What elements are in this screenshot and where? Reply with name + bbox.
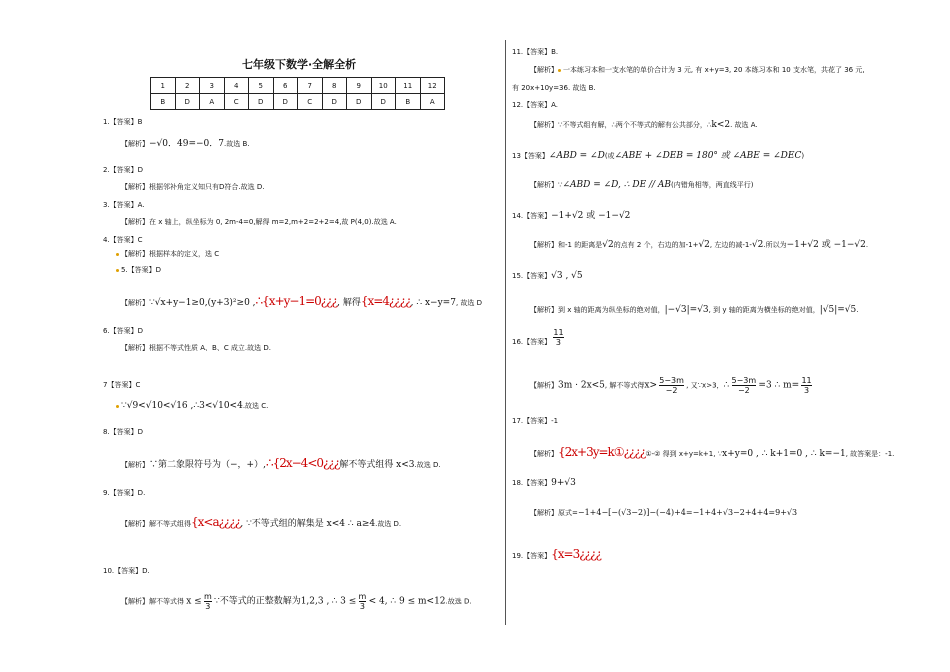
q17-text-1: ①-② 得到 x+y=k+1, ∵ bbox=[645, 450, 723, 458]
q16-answer-label: 16.【答案】 bbox=[512, 338, 552, 346]
fraction-denominator: 3 bbox=[359, 602, 365, 611]
q9-formula: , ∵不等式组的解集是 x<4 ∴ a≥4 bbox=[240, 519, 376, 529]
answer-table-answer-cell: B bbox=[396, 94, 421, 110]
q5-answer bbox=[116, 266, 161, 275]
q16-text-2: , 又∵x>3， bbox=[686, 381, 724, 390]
q14-formula-3: √2 bbox=[698, 240, 710, 250]
q8-system: ∴{2x−4<0¿¿¿ bbox=[265, 456, 340, 470]
answer-table-answer-cell: C bbox=[224, 94, 249, 110]
answer-table-number-cell: 3 bbox=[200, 78, 225, 94]
q15-tail: . bbox=[856, 306, 859, 314]
q17-tail: , 故答案是：-1. bbox=[845, 450, 895, 458]
fraction-numerator: 11 bbox=[801, 376, 812, 385]
q10-fraction-2 bbox=[359, 592, 367, 611]
q5-formula-1: ∵√x+y−1≥0,(y+3)²≥0 , bbox=[149, 298, 256, 308]
q17-analysis bbox=[530, 445, 895, 460]
q5-analysis bbox=[121, 294, 483, 309]
q5-system-solution: {x=4¿¿¿¿ bbox=[360, 294, 411, 308]
answer-table-number-cell: 12 bbox=[420, 78, 445, 94]
q13-text-3: (内错角相等，两直线平行) bbox=[671, 181, 754, 189]
q16-fraction-3 bbox=[801, 376, 811, 395]
q15-analysis bbox=[530, 305, 858, 316]
q10-analysis bbox=[121, 592, 472, 611]
q15-formula-3: |√5|=√5 bbox=[819, 305, 857, 315]
q18-answer-label: 18.【答案】 bbox=[512, 479, 552, 487]
q16-formula-4: =3 ∴ m= bbox=[758, 380, 800, 391]
q17-answer: 17.【答案】-1 bbox=[512, 417, 559, 425]
q9-system: {x<a¿¿¿¿ bbox=[191, 515, 241, 529]
q8-analysis-label: 【解析】 bbox=[121, 461, 149, 469]
q16-text-1: , 解不等式得 bbox=[604, 381, 645, 390]
fraction-denominator: −2 bbox=[665, 386, 678, 395]
q16-answer bbox=[512, 328, 564, 347]
q13-text-1: (或 bbox=[604, 152, 615, 160]
q16-formula-1: 3m · 2x<5 bbox=[558, 380, 605, 391]
q13-analysis bbox=[530, 180, 754, 191]
q14-formula-5: −1+√2 或 −1−√2 bbox=[786, 240, 866, 250]
q12-analysis bbox=[530, 120, 758, 131]
q9-answer: 9.【答案】D. bbox=[103, 489, 146, 497]
q8-tail: .故选 D. bbox=[414, 461, 441, 469]
q10-answer: 10.【答案】D. bbox=[103, 567, 150, 575]
q12-analysis-text: 【解析】∵不等式组有解，∴两个不等式的解有公共部分，∴ bbox=[530, 121, 712, 129]
q16-formula-2: x> bbox=[644, 380, 657, 391]
fraction-denominator: 3 bbox=[555, 338, 562, 347]
q15-formula: √3 , √5 bbox=[551, 271, 583, 281]
answer-table-answer-cell: A bbox=[420, 94, 445, 110]
answer-table-number-cell: 6 bbox=[273, 78, 298, 94]
answer-table-number-cell: 10 bbox=[371, 78, 396, 94]
q14-text-2: , 左边的减-1- bbox=[709, 241, 752, 249]
q2-analysis: 【解析】根据邻补角定义知只有D符合.故选 D. bbox=[121, 183, 265, 191]
q18-formula-2: −1+4−[−(√3−2)]−(−4)+4=−1+4+√3−2+4+4=9+√3 bbox=[577, 508, 798, 517]
q15-text-1: , 到 y 轴的距离为横坐标的绝对值， bbox=[708, 306, 820, 314]
q6-analysis: 【解析】根据不等式性质 A、B、C 成立.故选 D. bbox=[121, 344, 271, 352]
answer-table-number-cell: 2 bbox=[175, 78, 200, 94]
answer-table bbox=[150, 77, 445, 110]
q13-formula-1: ∠ABD = ∠D bbox=[548, 151, 605, 161]
fraction-numerator: 11 bbox=[553, 328, 564, 337]
q1-answer: 1.【答案】B bbox=[103, 118, 143, 126]
q12-tail: . 故选 A. bbox=[730, 121, 758, 129]
q14-analysis-label: 【解析】和-1 的距离是 bbox=[530, 241, 603, 249]
q10-fraction-1 bbox=[204, 592, 212, 611]
fraction-numerator: m bbox=[203, 592, 212, 601]
answer-table-number-cell: 7 bbox=[298, 78, 323, 94]
marker-dot bbox=[116, 405, 119, 408]
q14-formula-4: √2 bbox=[751, 240, 764, 250]
q14-text-3: .所以为 bbox=[763, 241, 787, 249]
fraction-denominator: 3 bbox=[804, 386, 810, 395]
q19-answer bbox=[512, 547, 601, 561]
q1-tail: .故选 B. bbox=[224, 140, 250, 148]
q13-analysis-label: 【解析】∵ bbox=[530, 181, 563, 189]
q1-analysis-label: 【解析】 bbox=[121, 140, 149, 148]
q11-analysis-line2: 有 20x+10y=36. 故选 B. bbox=[512, 84, 596, 92]
q8-formula-1: ∵第二象限符号为（−，+）, bbox=[149, 460, 266, 470]
q6-answer: 6.【答案】D bbox=[103, 327, 144, 335]
answer-table-answer-cell: D bbox=[347, 94, 372, 110]
q9-analysis-label: 【解析】解不等式组得 bbox=[121, 520, 191, 528]
fraction-numerator: 5−3m bbox=[659, 376, 684, 385]
q18-answer bbox=[512, 478, 576, 489]
page-title: 七年级下数学·全解全析 bbox=[242, 58, 357, 71]
marker-dot bbox=[558, 69, 561, 72]
q4-analysis-text: 【解析】根据样本的定义，选 C bbox=[121, 250, 220, 258]
q10-formula-2: ∵不等式的正整数解为1,2,3 , bbox=[213, 596, 330, 607]
answer-table-answer-cell: D bbox=[175, 94, 200, 110]
q17-system: {2x+3y=k①¿¿¿¿ bbox=[558, 445, 646, 459]
q10-formula-1: x ≤ bbox=[186, 596, 202, 607]
q5-tail: , 故选 D bbox=[455, 299, 483, 307]
answer-table-answer-cell: D bbox=[322, 94, 347, 110]
q8-answer: 8.【答案】D bbox=[103, 428, 144, 436]
q5-analysis-label: 【解析】 bbox=[121, 299, 149, 307]
q11-text-1: 一本练习本和一支水笔的单价合计为 3 元, 有 x+y=3, 20 本练习本和 10 支水笔，共花了 36 元, bbox=[563, 66, 865, 74]
answer-table-number-cell: 9 bbox=[347, 78, 372, 94]
q14-answer-label: 14.【答案】 bbox=[512, 212, 552, 220]
q16-fraction-1 bbox=[659, 376, 684, 395]
q10-formula-3: ∴ 3 ≤ bbox=[331, 596, 357, 607]
q11-answer: 11.【答案】B. bbox=[512, 48, 559, 56]
marker-dot bbox=[116, 253, 119, 256]
column-divider bbox=[505, 40, 506, 625]
answer-table-answer-cell: D bbox=[249, 94, 274, 110]
fraction-denominator: 3 bbox=[205, 602, 211, 611]
q16-answer-fraction bbox=[553, 328, 563, 347]
q10-analysis-label: 【解析】解不等式得 bbox=[121, 597, 184, 606]
q18-analysis-label: 【解析】原式= bbox=[530, 509, 578, 517]
marker-dot bbox=[116, 269, 119, 272]
fraction-denominator: −2 bbox=[737, 386, 750, 395]
answer-table-header-row bbox=[151, 78, 445, 94]
q9-analysis bbox=[121, 515, 402, 530]
q2-answer: 2.【答案】D bbox=[103, 166, 144, 174]
answer-table-answer-cell: A bbox=[200, 94, 225, 110]
q16-fraction-2 bbox=[732, 376, 757, 395]
q13-answer-label: 13【答案】 bbox=[512, 152, 549, 160]
q4-analysis bbox=[116, 250, 219, 259]
q16-analysis-label: 【解析】 bbox=[530, 381, 558, 390]
q18-formula: 9+√3 bbox=[551, 478, 576, 488]
q17-formula: x+y=0 , ∴ k+1=0 , ∴ k=−1 bbox=[722, 449, 846, 459]
q16-analysis bbox=[530, 376, 812, 395]
q1-formula: −√0．49=−0．7 bbox=[149, 139, 224, 149]
q15-answer bbox=[512, 271, 583, 282]
q10-tail: .故选 D. bbox=[445, 597, 472, 606]
q14-tail: . bbox=[865, 241, 869, 249]
answer-table-answer-cell: D bbox=[371, 94, 396, 110]
fraction-numerator: m bbox=[358, 592, 367, 601]
q7-answer: 7【答案】C bbox=[103, 381, 141, 389]
q3-answer: 3.【答案】A. bbox=[103, 201, 145, 209]
q7-formula: ∵√9<√10<√16 ,∴3<√10<4 bbox=[121, 401, 243, 411]
q15-analysis-label: 【解析】到 x 轴的距离为纵坐标的绝对值， bbox=[530, 306, 665, 314]
answer-table-number-cell: 4 bbox=[224, 78, 249, 94]
q18-analysis bbox=[530, 507, 797, 518]
q8-analysis bbox=[121, 456, 441, 471]
q12-formula: k<2 bbox=[711, 120, 731, 130]
fraction-numerator: 5−3m bbox=[731, 376, 757, 385]
q14-formula-2: √2 bbox=[602, 240, 614, 250]
answer-table-answer-cell: B bbox=[151, 94, 176, 110]
q13-formula-4: , ∴ DE // AB bbox=[618, 180, 672, 190]
q9-tail: .故选 D. bbox=[375, 520, 402, 528]
q11-analysis-label: 【解析】 bbox=[530, 66, 558, 74]
q5-formula-3: , ∴ x−y=7 bbox=[410, 298, 456, 308]
answer-table-answer-cell: D bbox=[273, 94, 298, 110]
q10-formula-4: < 4 bbox=[368, 596, 385, 607]
q5-system: ∴{x+y−1=0¿¿¿ bbox=[255, 294, 338, 308]
q15-answer-label: 15.【答案】 bbox=[512, 272, 552, 280]
q3-analysis: 【解析】在 x 轴上，纵坐标为 0, 2m-4=0,解得 m=2,m+2=2+2=4,故 P(4,0).故选 A. bbox=[121, 218, 397, 226]
q17-analysis-label: 【解析】 bbox=[530, 450, 558, 458]
q1-analysis bbox=[121, 139, 249, 150]
answer-table-number-cell: 1 bbox=[151, 78, 176, 94]
q7-tail: .故选 C. bbox=[242, 402, 269, 410]
answer-table-number-cell: 5 bbox=[249, 78, 274, 94]
q8-formula-2: 解不等式组得 x<3 bbox=[339, 460, 415, 470]
q14-formula: −1+√2 或 −1−√2 bbox=[551, 211, 631, 221]
q4-answer: 4.【答案】C bbox=[103, 236, 143, 244]
q5-answer-text: 5.【答案】D bbox=[121, 266, 162, 274]
answer-table-number-cell: 8 bbox=[322, 78, 347, 94]
q14-analysis bbox=[530, 240, 868, 251]
q10-formula-5: , ∴ 9 ≤ m<12 bbox=[384, 596, 446, 607]
q15-formula-2: |−√3|=√3 bbox=[664, 305, 709, 315]
answer-table-answer-row bbox=[151, 94, 445, 110]
answer-table-answer-cell: C bbox=[298, 94, 323, 110]
q13-formula-3: ∠ABD = ∠D bbox=[562, 180, 619, 190]
q13-formula-2: ∠ABE + ∠DEB = 180° 或 ∠ABE = ∠DEC bbox=[614, 151, 802, 161]
q13-text-2: ) bbox=[801, 152, 805, 160]
q19-system: {x=3¿¿¿¿ bbox=[551, 547, 601, 561]
q16-formula-3: ∴ bbox=[723, 380, 730, 391]
q13-answer bbox=[512, 151, 804, 162]
q14-text-1: 的点有 2 个，右边的加-1+ bbox=[613, 241, 699, 249]
q19-answer-label: 19.【答案】 bbox=[512, 552, 552, 560]
q11-analysis bbox=[530, 66, 865, 75]
q5-formula-2: , 解得 bbox=[337, 298, 361, 308]
q12-answer: 12.【答案】A. bbox=[512, 101, 559, 109]
q7-analysis bbox=[116, 401, 268, 412]
answer-table-number-cell: 11 bbox=[396, 78, 421, 94]
q14-answer bbox=[512, 211, 630, 222]
